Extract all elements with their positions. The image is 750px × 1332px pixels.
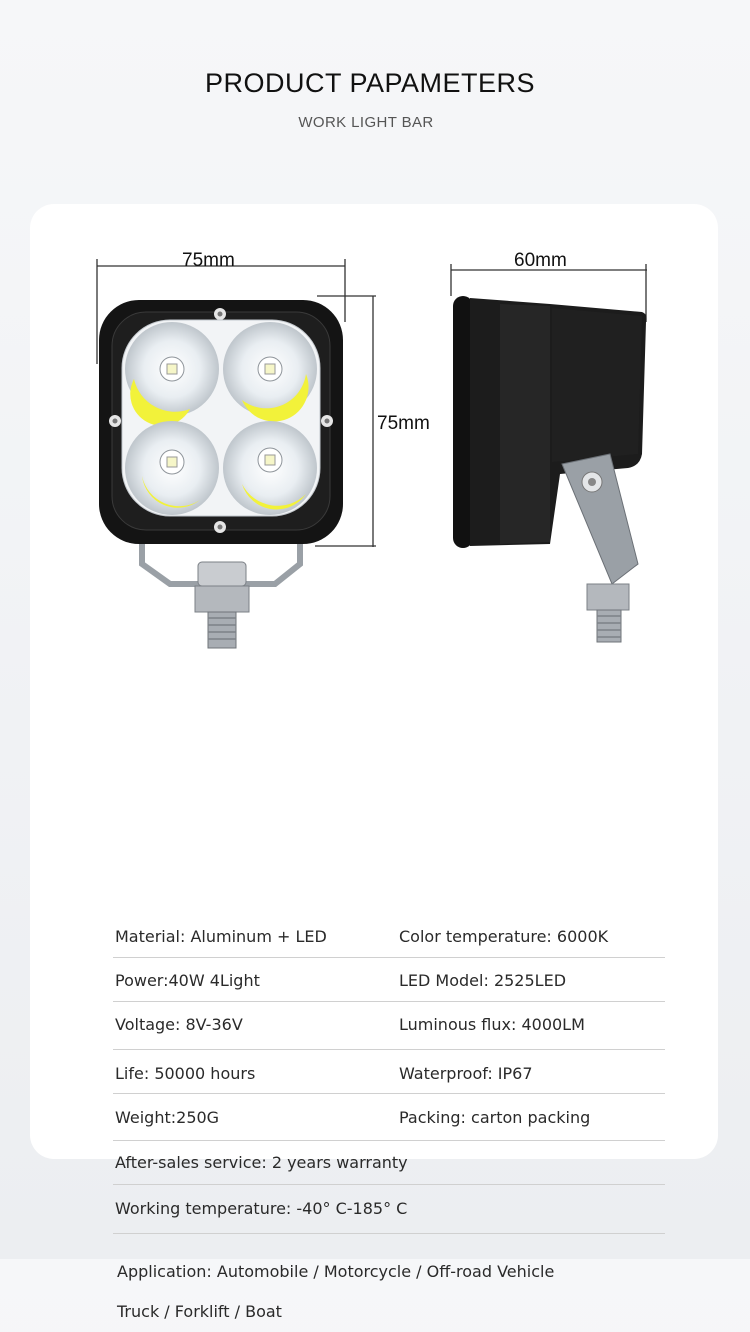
table-row (113, 1094, 665, 1141)
front-view-light (99, 300, 343, 648)
spec-color-temperature: Color temperature: 6000K (399, 927, 609, 946)
spec-working-temperature: Working temperature: -40° C-185° C (115, 1199, 408, 1218)
table-row (113, 1002, 665, 1050)
spec-after-sales: After-sales service: 2 years warranty (115, 1153, 408, 1172)
table-row (113, 914, 665, 958)
table-row (113, 958, 665, 1002)
spec-voltage: Voltage: 8V-36V (115, 1015, 243, 1034)
side-depth-label: 60mm (514, 250, 567, 271)
table-row (113, 1050, 665, 1094)
product-dimension-figure (30, 204, 718, 674)
table-row (113, 1185, 665, 1234)
page-title: PRODUCT PAPAMETERS (204, 68, 536, 98)
spec-led-model: LED Model: 2525LED (399, 971, 567, 990)
spec-application (113, 1234, 665, 1332)
front-height-label: 75mm (377, 413, 430, 434)
table-row (113, 1141, 665, 1185)
spec-luminous-flux: Luminous flux: 4000LM (399, 1015, 585, 1034)
parameters-card (30, 204, 718, 1321)
front-width-label: 75mm (182, 250, 235, 271)
application-line-1: Application: Automobile / Motorcycle / Off-road Vehicle (117, 1262, 555, 1281)
spec-waterproof: Waterproof: IP67 (399, 1064, 533, 1083)
application-line-2: Truck / Forklift / Boat (117, 1302, 282, 1321)
spec-life: Life: 50000 hours (115, 1064, 256, 1083)
page-subtitle: WORK LIGHT BAR (298, 114, 434, 131)
specs-table (113, 914, 665, 1332)
spec-packing: Packing: carton packing (399, 1108, 591, 1127)
spec-power: Power:40W 4Light (115, 971, 260, 990)
spec-material: Material: Aluminum + LED (115, 927, 327, 946)
side-view-light (453, 296, 647, 642)
spec-weight: Weight:250G (115, 1108, 220, 1127)
